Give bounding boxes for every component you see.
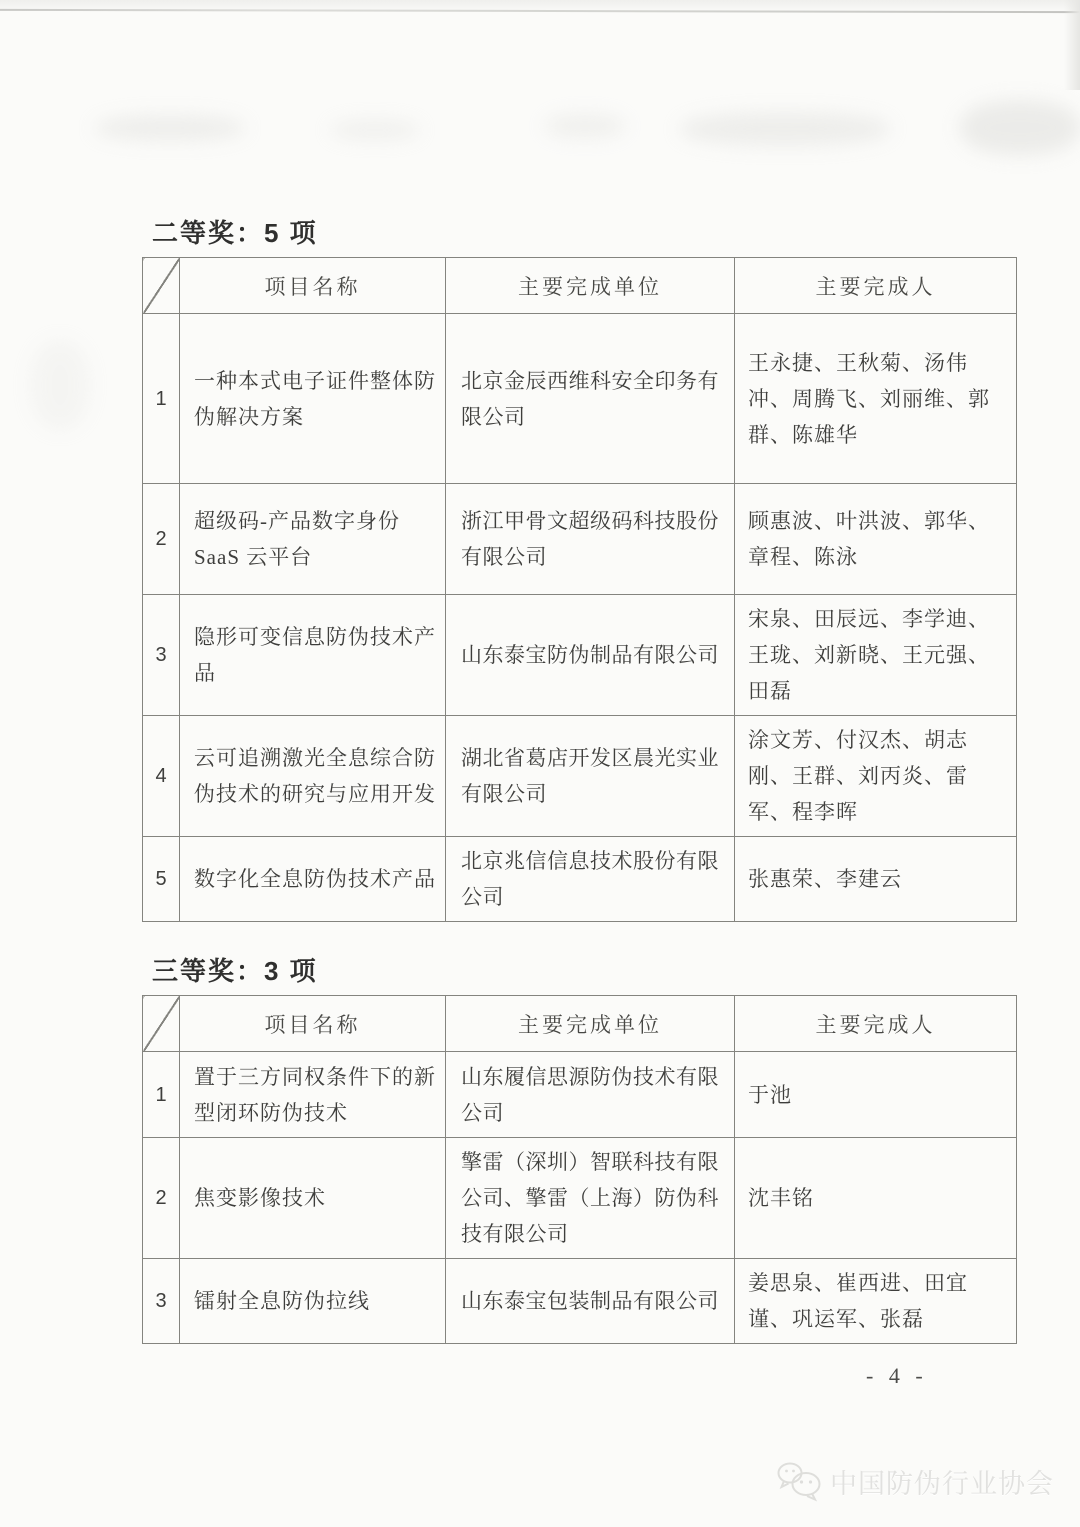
cell-project: 云可追溯激光全息综合防伪技术的研究与应用开发 [180,716,446,837]
column-header-project: 项目名称 [180,258,446,314]
third-prize-section [142,955,1016,1344]
cell-people: 沈丰铭 [735,1138,1017,1259]
diagonal-corner-cell [143,996,180,1052]
cell-no: 1 [143,314,180,484]
column-header-people: 主要完成人 [735,996,1017,1052]
cell-org: 北京兆信信息技术股份有限公司 [446,837,735,922]
table-header-row [143,996,1017,1052]
table-header [143,996,1017,1052]
cell-no: 2 [143,484,180,595]
cell-project: 置于三方同权条件下的新型闭环防伪技术 [180,1052,446,1138]
scan-smudge [680,112,890,146]
column-header-organization: 主要完成单位 [446,996,735,1052]
cell-org: 擎雷（深圳）智联科技有限公司、擎雷（上海）防伪科技有限公司 [446,1138,735,1259]
table-header [143,258,1017,314]
cell-project: 镭射全息防伪拉线 [180,1259,446,1344]
column-header-project: 项目名称 [180,996,446,1052]
cell-no: 3 [143,1259,180,1344]
cell-project: 一种本式电子证件整体防伪解决方案 [180,314,446,484]
scan-smudge [545,114,625,138]
table-row [143,1259,1017,1344]
cell-project: 焦变影像技术 [180,1138,446,1259]
table-row [143,314,1017,484]
cell-no: 2 [143,1138,180,1259]
table-header-row [143,258,1017,314]
cell-people: 于池 [735,1052,1017,1138]
cell-people: 顾惠波、叶洪波、郭华、章程、陈泳 [735,484,1017,595]
cell-people: 张惠荣、李建云 [735,837,1017,922]
table-body [143,314,1017,922]
second-prize-table [142,257,1017,922]
cell-people: 宋泉、田辰远、李学迪、王珑、刘新晓、王元强、田磊 [735,595,1017,716]
page-number: - 4 - [866,1363,928,1388]
cell-org: 山东履信思源防伪技术有限公司 [446,1052,735,1138]
diagonal-corner-cell [143,258,180,314]
cell-org: 山东泰宝防伪制品有限公司 [446,595,735,716]
watermark-footer [776,1460,1054,1502]
scan-smudge [330,120,420,140]
watermark-text: 中国防伪行业协会 [830,1468,1054,1499]
cell-no: 5 [143,837,180,922]
cell-people: 姜思泉、崔西进、田宜谨、巩运军、张磊 [735,1259,1017,1344]
table-row [143,1138,1017,1259]
cell-people: 涂文芳、付汉杰、胡志刚、王群、刘丙炎、雷军、程李晖 [735,716,1017,837]
cell-no: 1 [143,1052,180,1138]
table-row [143,484,1017,595]
cell-no: 4 [143,716,180,837]
cell-project: 超级码-产品数字身份SaaS 云平台 [180,484,446,595]
cell-project: 数字化全息防伪技术产品 [180,837,446,922]
cell-org: 浙江甲骨文超级码科技股份有限公司 [446,484,735,595]
cell-org: 湖北省葛店开发区晨光实业有限公司 [446,716,735,837]
cell-project: 隐形可变信息防伪技术产品 [180,595,446,716]
table-row [143,837,1017,922]
table-row [143,595,1017,716]
cell-org: 北京金辰西维科安全印务有限公司 [446,314,735,484]
column-header-organization: 主要完成单位 [446,258,735,314]
third-prize-table [142,995,1017,1344]
scan-edge-right [1064,0,1080,90]
scan-smudge [960,100,1080,155]
table-body [143,1052,1017,1344]
cell-no: 3 [143,595,180,716]
table-row [143,1052,1017,1138]
table-row [143,716,1017,837]
column-header-people: 主要完成人 [735,258,1017,314]
cell-org: 山东泰宝包装制品有限公司 [446,1259,735,1344]
second-prize-section [142,217,1016,922]
cell-people: 王永捷、王秋菊、汤伟冲、周腾飞、刘丽维、郭群、陈雄华 [735,314,1017,484]
section-title-third-prize: 三等奖：3 项 [152,956,318,986]
scan-smudge [30,340,90,430]
scan-smudge [95,115,245,141]
section-title-second-prize: 二等奖：5 项 [152,218,318,248]
document-content [142,217,1016,1344]
wechat-icon [776,1460,824,1502]
